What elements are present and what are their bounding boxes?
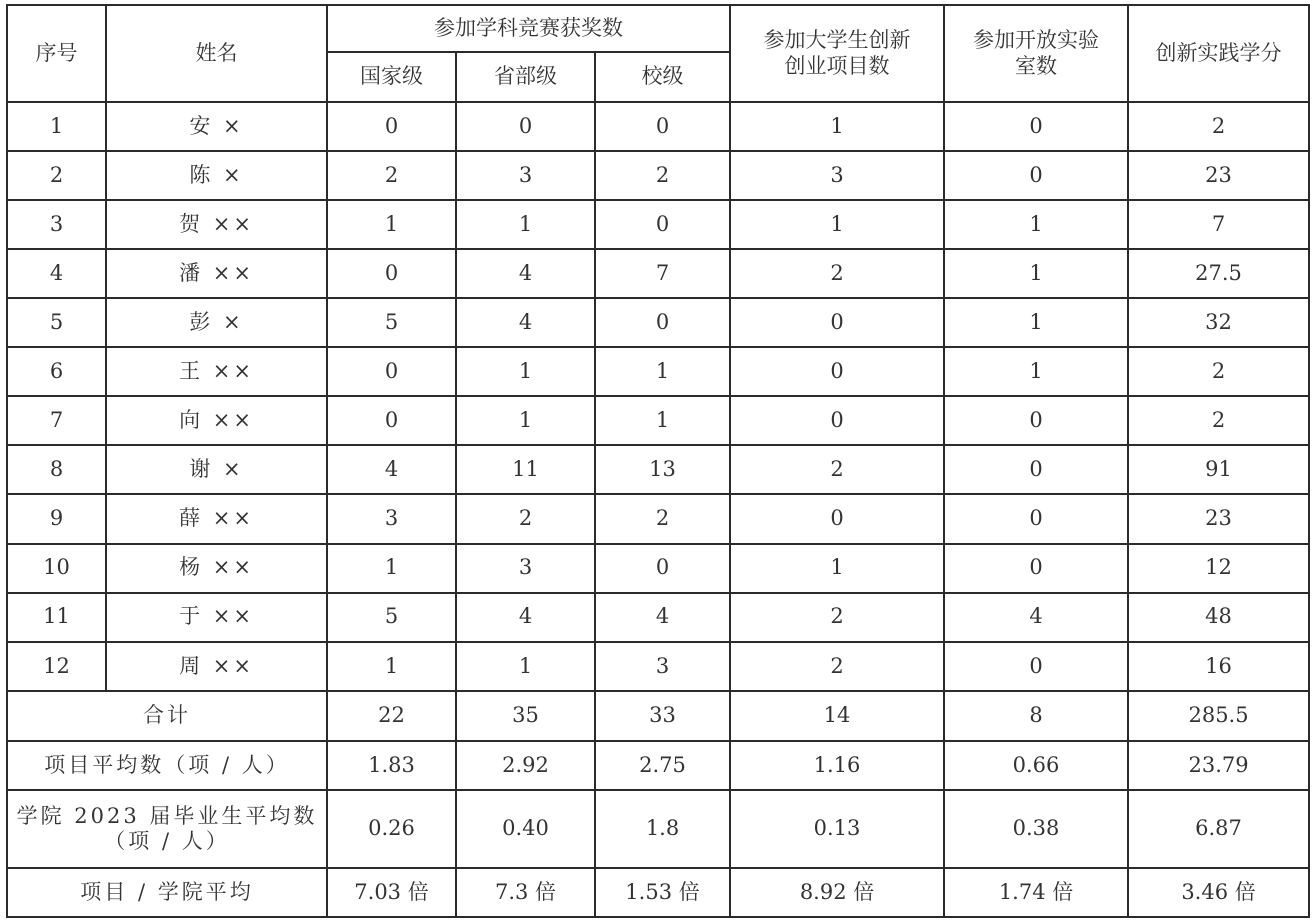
table-row (7, 200, 1309, 249)
summary-school: 1.53 倍 (595, 868, 730, 917)
row-name: 杨 ×× (106, 544, 327, 593)
row-credits: 7 (1128, 200, 1309, 249)
row-innovation: 0 (730, 494, 944, 543)
row-national: 4 (327, 445, 456, 494)
row-national: 0 (327, 396, 456, 445)
row-open-lab: 0 (944, 494, 1128, 543)
row-seq: 3 (7, 200, 106, 249)
summary-credits: 23.79 (1128, 741, 1309, 790)
summary-row-total (7, 691, 1309, 741)
row-seq: 7 (7, 396, 106, 445)
row-open-lab: 1 (944, 298, 1128, 347)
row-school: 2 (595, 151, 730, 200)
row-innovation: 0 (730, 396, 944, 445)
row-school: 0 (595, 544, 730, 593)
row-credits: 23 (1128, 151, 1309, 200)
row-open-lab: 0 (944, 445, 1128, 494)
table-row (7, 298, 1309, 347)
row-school: 4 (595, 593, 730, 642)
summary-open-lab: 0.38 (944, 790, 1128, 868)
summary-provincial: 0.40 (456, 790, 595, 868)
summary-label: 学院 2023 届毕业生平均数 （项 / 人） (7, 790, 327, 868)
row-provincial: 11 (456, 445, 595, 494)
row-school: 0 (595, 298, 730, 347)
row-credits: 91 (1128, 445, 1309, 494)
summary-label: 合计 (7, 691, 327, 741)
row-innovation: 2 (730, 593, 944, 642)
row-school: 0 (595, 200, 730, 249)
header-competition-group: 参加学科竞赛获奖数 (327, 5, 730, 52)
row-school: 1 (595, 347, 730, 396)
table-row (7, 347, 1309, 396)
header-innovation: 参加大学生创新 创业项目数 (730, 5, 944, 102)
row-innovation: 0 (730, 347, 944, 396)
row-school: 0 (595, 102, 730, 151)
summary-national: 0.26 (327, 790, 456, 868)
summary-credits: 6.87 (1128, 790, 1309, 868)
summary-provincial: 2.92 (456, 741, 595, 790)
table-row (7, 249, 1309, 298)
table-row (7, 102, 1309, 151)
row-innovation: 2 (730, 642, 944, 691)
summary-innovation: 1.16 (730, 741, 944, 790)
header-school: 校级 (595, 52, 730, 102)
table-row (7, 642, 1309, 691)
summary-open-lab: 8 (944, 691, 1128, 741)
row-name: 谢 × (106, 445, 327, 494)
row-national: 3 (327, 494, 456, 543)
table-row (7, 445, 1309, 494)
row-national: 0 (327, 102, 456, 151)
row-provincial: 1 (456, 347, 595, 396)
row-open-lab: 4 (944, 593, 1128, 642)
summary-national: 1.83 (327, 741, 456, 790)
table-row (7, 593, 1309, 642)
row-provincial: 3 (456, 544, 595, 593)
row-innovation: 1 (730, 200, 944, 249)
row-open-lab: 0 (944, 544, 1128, 593)
header-credits: 创新实践学分 (1128, 5, 1309, 102)
row-name: 贺 ×× (106, 200, 327, 249)
row-name: 陈 × (106, 151, 327, 200)
row-provincial: 4 (456, 249, 595, 298)
row-credits: 23 (1128, 494, 1309, 543)
row-innovation: 1 (730, 102, 944, 151)
row-national: 1 (327, 544, 456, 593)
row-national: 1 (327, 642, 456, 691)
row-open-lab: 1 (944, 347, 1128, 396)
row-open-lab: 0 (944, 642, 1128, 691)
summary-innovation: 14 (730, 691, 944, 741)
row-name: 安 × (106, 102, 327, 151)
summary-open-lab: 1.74 倍 (944, 868, 1128, 917)
summary-innovation: 8.92 倍 (730, 868, 944, 917)
header-provincial: 省部级 (456, 52, 595, 102)
row-school: 3 (595, 642, 730, 691)
row-credits: 32 (1128, 298, 1309, 347)
row-provincial: 0 (456, 102, 595, 151)
summary-provincial: 7.3 倍 (456, 868, 595, 917)
row-name: 彭 × (106, 298, 327, 347)
row-national: 1 (327, 200, 456, 249)
row-seq: 2 (7, 151, 106, 200)
row-name: 于 ×× (106, 593, 327, 642)
summary-row-college-average (7, 790, 1309, 868)
row-seq: 5 (7, 298, 106, 347)
row-provincial: 1 (456, 396, 595, 445)
row-innovation: 2 (730, 249, 944, 298)
summary-national: 7.03 倍 (327, 868, 456, 917)
header-name: 姓名 (106, 5, 327, 102)
row-name: 潘 ×× (106, 249, 327, 298)
summary-national: 22 (327, 691, 456, 741)
summary-school: 33 (595, 691, 730, 741)
summary-row-ratio (7, 868, 1309, 917)
row-credits: 12 (1128, 544, 1309, 593)
summary-innovation: 0.13 (730, 790, 944, 868)
summary-provincial: 35 (456, 691, 595, 741)
row-provincial: 4 (456, 298, 595, 347)
row-seq: 11 (7, 593, 106, 642)
row-school: 13 (595, 445, 730, 494)
summary-label: 项目平均数（项 / 人） (7, 741, 327, 790)
row-name: 向 ×× (106, 396, 327, 445)
row-credits: 27.5 (1128, 249, 1309, 298)
row-innovation: 2 (730, 445, 944, 494)
row-credits: 2 (1128, 347, 1309, 396)
row-national: 5 (327, 298, 456, 347)
row-seq: 1 (7, 102, 106, 151)
row-name: 周 ×× (106, 642, 327, 691)
row-seq: 9 (7, 494, 106, 543)
row-open-lab: 0 (944, 151, 1128, 200)
table-row (7, 396, 1309, 445)
row-school: 7 (595, 249, 730, 298)
row-provincial: 2 (456, 494, 595, 543)
row-seq: 6 (7, 347, 106, 396)
row-school: 2 (595, 494, 730, 543)
row-national: 0 (327, 347, 456, 396)
row-open-lab: 0 (944, 396, 1128, 445)
row-seq: 10 (7, 544, 106, 593)
summary-label: 项目 / 学院平均 (7, 868, 327, 917)
row-credits: 48 (1128, 593, 1309, 642)
row-credits: 2 (1128, 102, 1309, 151)
row-open-lab: 1 (944, 200, 1128, 249)
table-row (7, 151, 1309, 200)
table-row (7, 494, 1309, 543)
row-seq: 12 (7, 642, 106, 691)
row-provincial: 4 (456, 593, 595, 642)
row-provincial: 1 (456, 642, 595, 691)
header-row-top (7, 5, 1309, 52)
row-innovation: 3 (730, 151, 944, 200)
header-national: 国家级 (327, 52, 456, 102)
innovation-practice-table (6, 4, 1310, 918)
row-provincial: 1 (456, 200, 595, 249)
row-national: 2 (327, 151, 456, 200)
row-open-lab: 1 (944, 249, 1128, 298)
table-row (7, 544, 1309, 593)
row-school: 1 (595, 396, 730, 445)
header-seq: 序号 (7, 5, 106, 102)
summary-school: 1.8 (595, 790, 730, 868)
summary-credits: 3.46 倍 (1128, 868, 1309, 917)
row-credits: 2 (1128, 396, 1309, 445)
summary-credits: 285.5 (1128, 691, 1309, 741)
row-name: 王 ×× (106, 347, 327, 396)
row-open-lab: 0 (944, 102, 1128, 151)
row-national: 0 (327, 249, 456, 298)
row-credits: 16 (1128, 642, 1309, 691)
row-provincial: 3 (456, 151, 595, 200)
summary-row-average (7, 741, 1309, 790)
row-seq: 8 (7, 445, 106, 494)
row-innovation: 1 (730, 544, 944, 593)
summary-school: 2.75 (595, 741, 730, 790)
row-seq: 4 (7, 249, 106, 298)
summary-open-lab: 0.66 (944, 741, 1128, 790)
header-open-lab: 参加开放实验 室数 (944, 5, 1128, 102)
row-national: 5 (327, 593, 456, 642)
row-name: 薛 ×× (106, 494, 327, 543)
row-innovation: 0 (730, 298, 944, 347)
